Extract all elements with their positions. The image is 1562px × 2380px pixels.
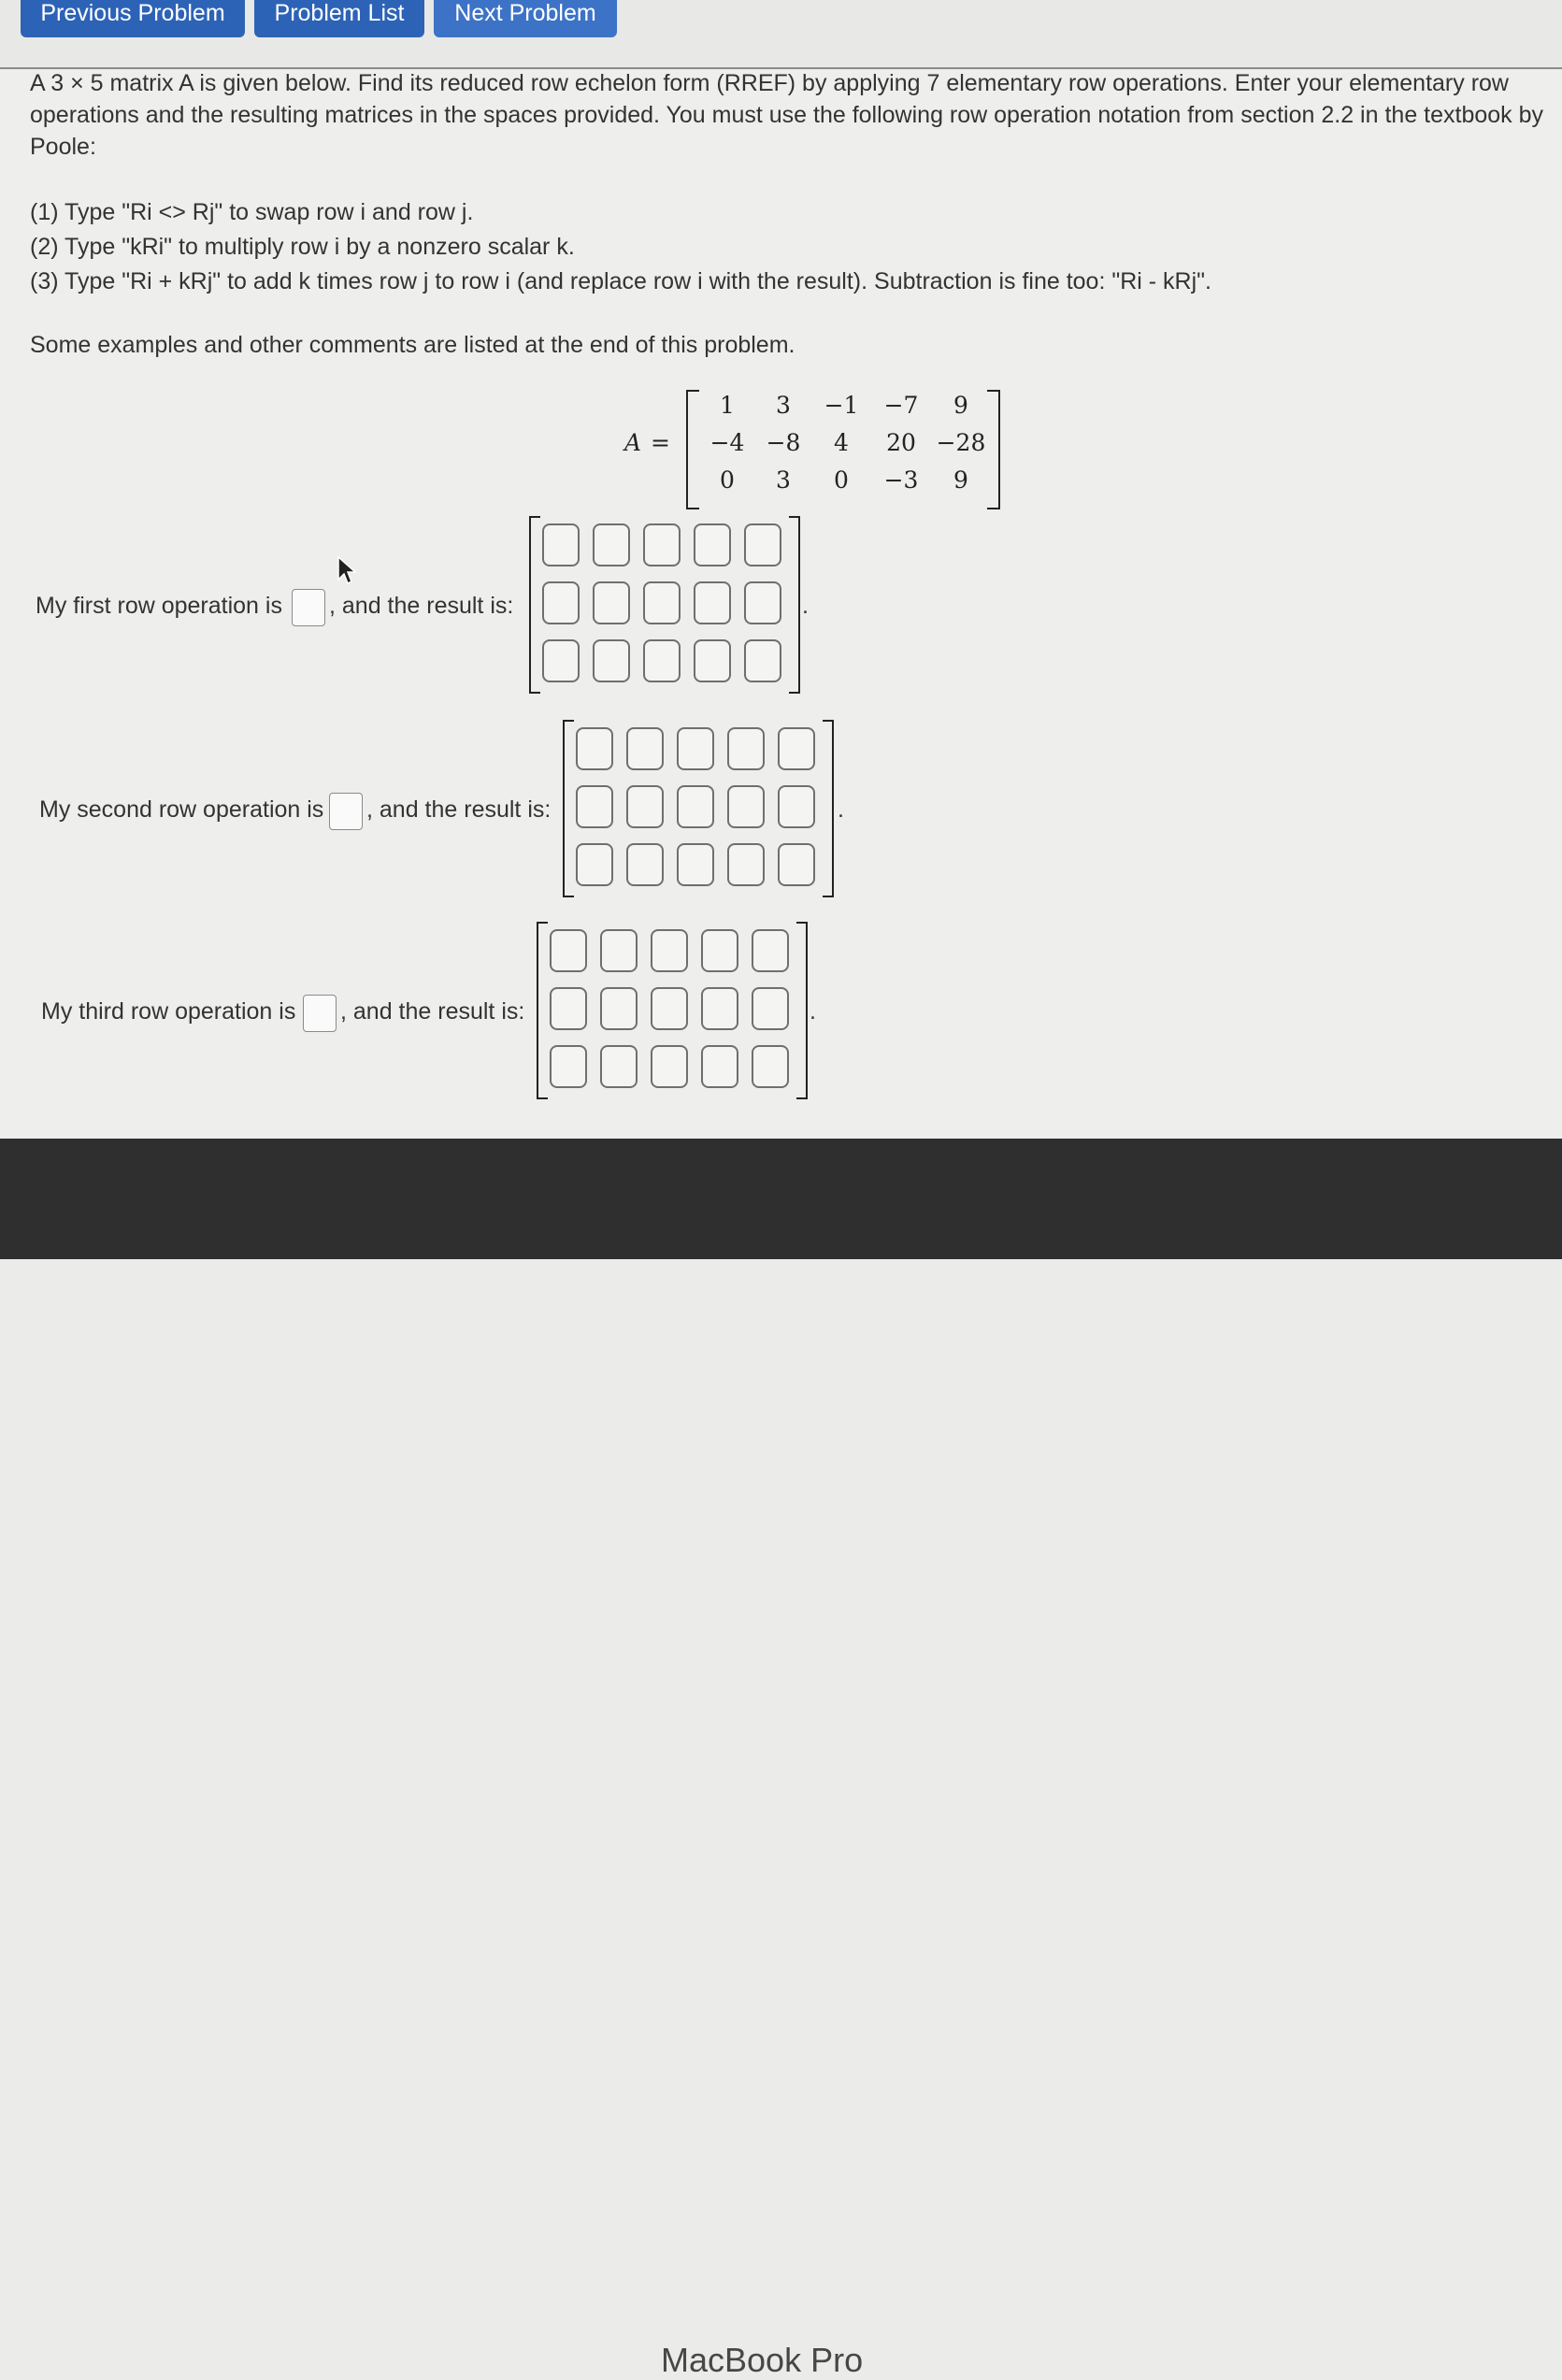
matrix-entry-input[interactable] — [600, 1045, 638, 1088]
next-problem-button[interactable]: Next Problem — [434, 0, 617, 37]
problem-nav-bar — [0, 0, 1562, 69]
row-operation-input[interactable] — [329, 793, 363, 830]
matrix-entry-input[interactable] — [778, 727, 815, 770]
matrix-a-entry: −1 — [824, 392, 859, 419]
matrix-entry-input[interactable] — [542, 581, 580, 624]
matrix-entry-input[interactable] — [727, 727, 765, 770]
matrix-entry-input[interactable] — [576, 843, 613, 886]
matrix-entry-input[interactable] — [701, 929, 738, 972]
row-operation-prompt: My second row operation is — [39, 796, 324, 823]
matrix-entry-input[interactable] — [752, 987, 789, 1030]
rule-swap: (1) Type "Ri <> Rj" to swap row i and row j. — [30, 199, 474, 225]
matrix-entry-input[interactable] — [643, 523, 681, 566]
matrix-entry-input[interactable] — [694, 581, 731, 624]
matrix-entry-input[interactable] — [593, 523, 630, 566]
browser-screen — [0, 0, 1562, 1139]
laptop-brand-label: MacBook Pro — [661, 2341, 864, 2379]
laptop-bezel — [0, 1139, 1562, 2379]
matrix-entry-input[interactable] — [744, 581, 781, 624]
matrix-entry-input[interactable] — [651, 1045, 688, 1088]
left-bracket — [563, 720, 574, 897]
row-operation-prompt: My third row operation is — [41, 998, 296, 1025]
rule-scale: (2) Type "kRi" to multiply row i by a nonzero scalar k. — [30, 234, 575, 260]
matrix-entry-input[interactable] — [778, 785, 815, 828]
matrix-entry-input[interactable] — [626, 785, 664, 828]
matrix-entry-input[interactable] — [643, 581, 681, 624]
matrix-a-entry: 9 — [953, 392, 968, 419]
matrix-a-entry: −4 — [709, 429, 745, 456]
result-prompt: , and the result is: — [329, 593, 514, 619]
matrix-a-entry: −8 — [766, 429, 801, 456]
sentence-period: . — [810, 998, 816, 1025]
matrix-entry-input[interactable] — [550, 929, 587, 972]
matrix-a-entry: 4 — [834, 429, 849, 456]
result-prompt: , and the result is: — [366, 796, 552, 823]
right-bracket — [987, 390, 1000, 509]
matrix-entry-input[interactable] — [727, 785, 765, 828]
right-bracket — [796, 922, 808, 1099]
matrix-entry-input[interactable] — [626, 843, 664, 886]
matrix-entry-input[interactable] — [727, 843, 765, 886]
problem-intro: A 3 × 5 matrix A is given below. Find its reduced row echelon form (RREF) by applying 7 elementary row operations. Enter your elementary row operations and the resulting matrices in the spaces provided. You must use the following row operation notation from section 2.2 in the textbook by Poole: — [30, 70, 1544, 160]
notation-rules — [30, 196, 1554, 300]
matrix-entry-input[interactable] — [600, 987, 638, 1030]
matrix-entry-input[interactable] — [576, 785, 613, 828]
matrix-a-entry: 0 — [834, 466, 849, 494]
result-prompt: , and the result is: — [340, 998, 525, 1025]
matrix-a-entry: −7 — [883, 392, 919, 419]
matrix-a-label: A — [624, 429, 642, 456]
left-bracket — [537, 922, 548, 1099]
matrix-a-entry: 3 — [776, 466, 791, 494]
matrix-entry-input[interactable] — [694, 523, 731, 566]
result-matrix — [563, 720, 834, 897]
mouse-pointer-icon — [337, 555, 357, 585]
matrix-entry-input[interactable] — [593, 639, 630, 682]
row-operation-input[interactable] — [303, 995, 337, 1032]
matrix-entry-input[interactable] — [752, 929, 789, 972]
matrix-a-entry: −3 — [883, 466, 919, 494]
matrix-a-entry: 0 — [720, 466, 735, 494]
left-bracket — [529, 516, 540, 694]
row-operation-prompt: My first row operation is — [36, 593, 282, 619]
problem-list-button[interactable]: Problem List — [254, 0, 424, 37]
left-bracket — [686, 390, 699, 509]
matrix-entry-input[interactable] — [677, 785, 714, 828]
matrix-entry-input[interactable] — [677, 843, 714, 886]
equals-sign: = — [651, 429, 670, 456]
matrix-entry-input[interactable] — [576, 727, 613, 770]
matrix-entry-input[interactable] — [694, 639, 731, 682]
matrix-entry-input[interactable] — [744, 639, 781, 682]
right-bracket — [789, 516, 800, 694]
matrix-entry-input[interactable] — [643, 639, 681, 682]
matrix-entry-input[interactable] — [550, 987, 587, 1030]
matrix-entry-input[interactable] — [677, 727, 714, 770]
matrix-entry-input[interactable] — [651, 987, 688, 1030]
right-bracket — [823, 720, 834, 897]
sentence-period: . — [802, 593, 809, 619]
examples-note: Some examples and other comments are listed at the end of this problem. — [30, 332, 795, 358]
matrix-a-entry: −28 — [936, 429, 986, 456]
matrix-entry-input[interactable] — [550, 1045, 587, 1088]
matrix-entry-input[interactable] — [744, 523, 781, 566]
matrix-entry-input[interactable] — [701, 987, 738, 1030]
matrix-entry-input[interactable] — [600, 929, 638, 972]
result-matrix — [537, 922, 808, 1099]
matrix-entry-input[interactable] — [778, 843, 815, 886]
rule-replace: (3) Type "Ri + kRj" to add k times row j to row i (and replace row i with the result). Subtraction is fine too: "Ri - kRj". — [30, 268, 1211, 294]
row-operation-input[interactable] — [292, 589, 325, 626]
matrix-entry-input[interactable] — [542, 639, 580, 682]
matrix-a-entry: 9 — [953, 466, 968, 494]
matrix-a-entry: 3 — [776, 392, 791, 419]
matrix-a-entry: 1 — [720, 392, 735, 419]
matrix-entry-input[interactable] — [626, 727, 664, 770]
matrix-entry-input[interactable] — [701, 1045, 738, 1088]
result-matrix — [529, 516, 800, 694]
previous-problem-button[interactable]: Previous Problem — [21, 0, 245, 37]
matrix-entry-input[interactable] — [593, 581, 630, 624]
matrix-entry-input[interactable] — [542, 523, 580, 566]
matrix-a-entry: 20 — [886, 429, 916, 456]
matrix-entry-input[interactable] — [651, 929, 688, 972]
matrix-entry-input[interactable] — [752, 1045, 789, 1088]
sentence-period: . — [838, 796, 844, 823]
